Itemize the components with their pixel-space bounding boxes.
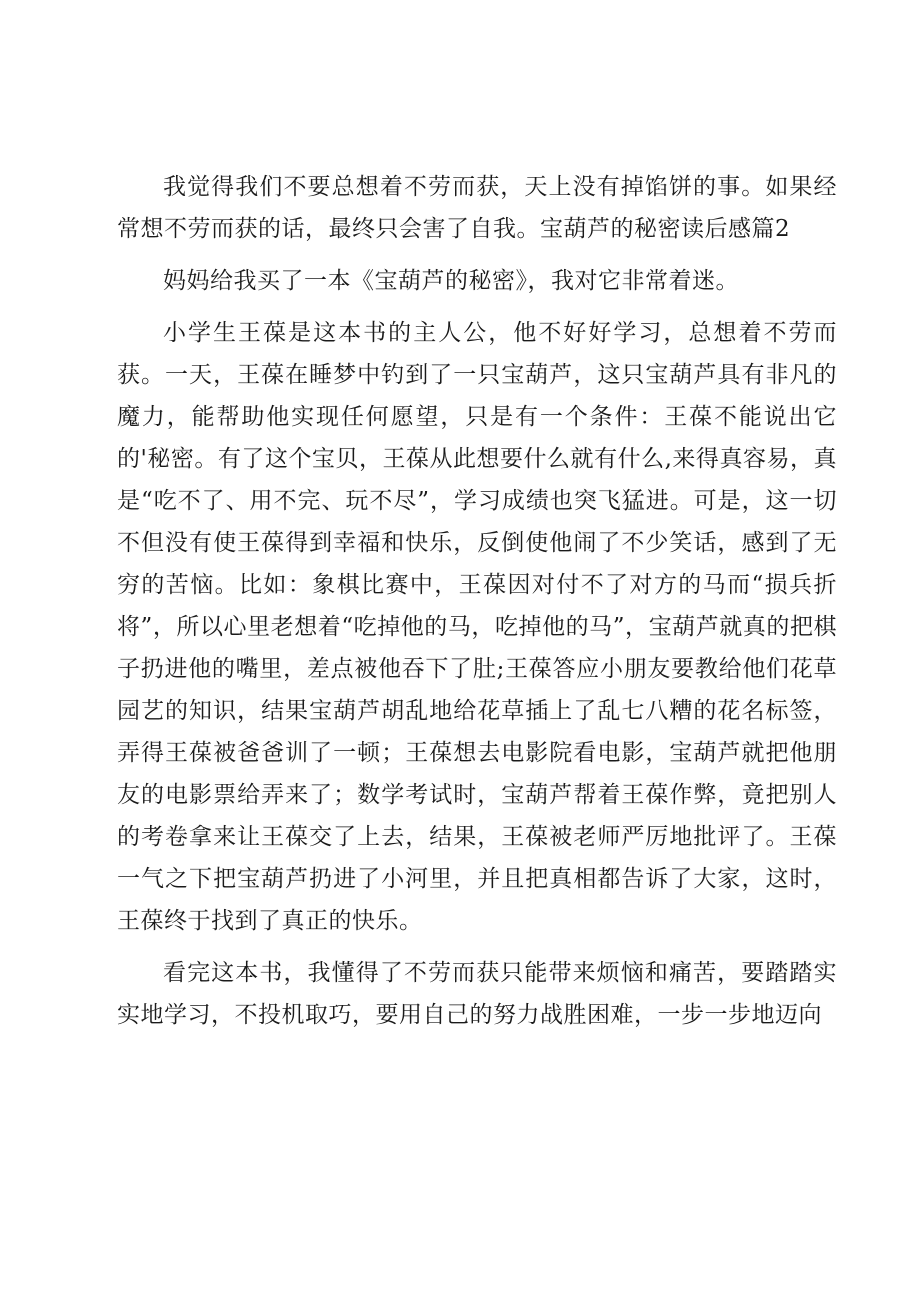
paragraph-1: 我觉得我们不要总想着不劳而获，天上没有掉馅饼的事。如果经常想不劳而获的话，最终只会害了自我。宝葫芦的秘密读后感篇2 bbox=[117, 174, 837, 242]
paragraph-2: 妈妈给我买了一本《宝葫芦的秘密》，我对它非常着迷。 bbox=[163, 268, 739, 294]
paragraph-3: 小学生王葆是这本书的主人公，他不好好学习，总想着不劳而获。一天，王葆在睡梦中钓到了一只宝葫芦，这只宝葫芦具有非凡的魔力，能帮助他实现任何愿望，只是有一个条件：王葆不能说出它的'秘密。有了这个宝贝，王葆从此想要什么就有什么,来得真容易，真是“吃不了、用不完、玩不尽”，学习成绩也突飞猛进。可是，这一切不但没有使王葆得到幸福和快乐，反倒使他闹了不少笑话，感到了无穷的苦恼。比如：象棋比赛中，王葆因对付不了对方的马而“损兵折将”，所以心里老想着“吃掉他的马，吃掉他的马”，宝葫芦就真的把棋子扔进他的嘴里，差点被他吞下了肚;王葆答应小朋友要教给他们花草园艺的知识，结果宝葫芦胡乱地给花草插上了乱七八糟的花名标签，弄得王葆被爸爸训了一顿；王葆想去电影院看电影，宝葫芦就把他朋友的电影票给弄来了；数学考试时，宝葫芦帮着王葆作弊，竟把别人的考卷拿来让王葆交了上去，结果，王葆被老师严厉地批评了。王葆一气之下把宝葫芦扔进了小河里，并且把真相都告诉了大家，这时，王葆终于找到了真正的快乐。 bbox=[117, 320, 837, 934]
document-body bbox=[117, 166, 837, 1046]
paragraph-4: 看完这本书，我懂得了不劳而获只能带来烦恼和痛苦，要踏踏实实地学习，不投机取巧，要用自己的努力战胜困难，一步一步地迈向 bbox=[117, 960, 837, 1028]
